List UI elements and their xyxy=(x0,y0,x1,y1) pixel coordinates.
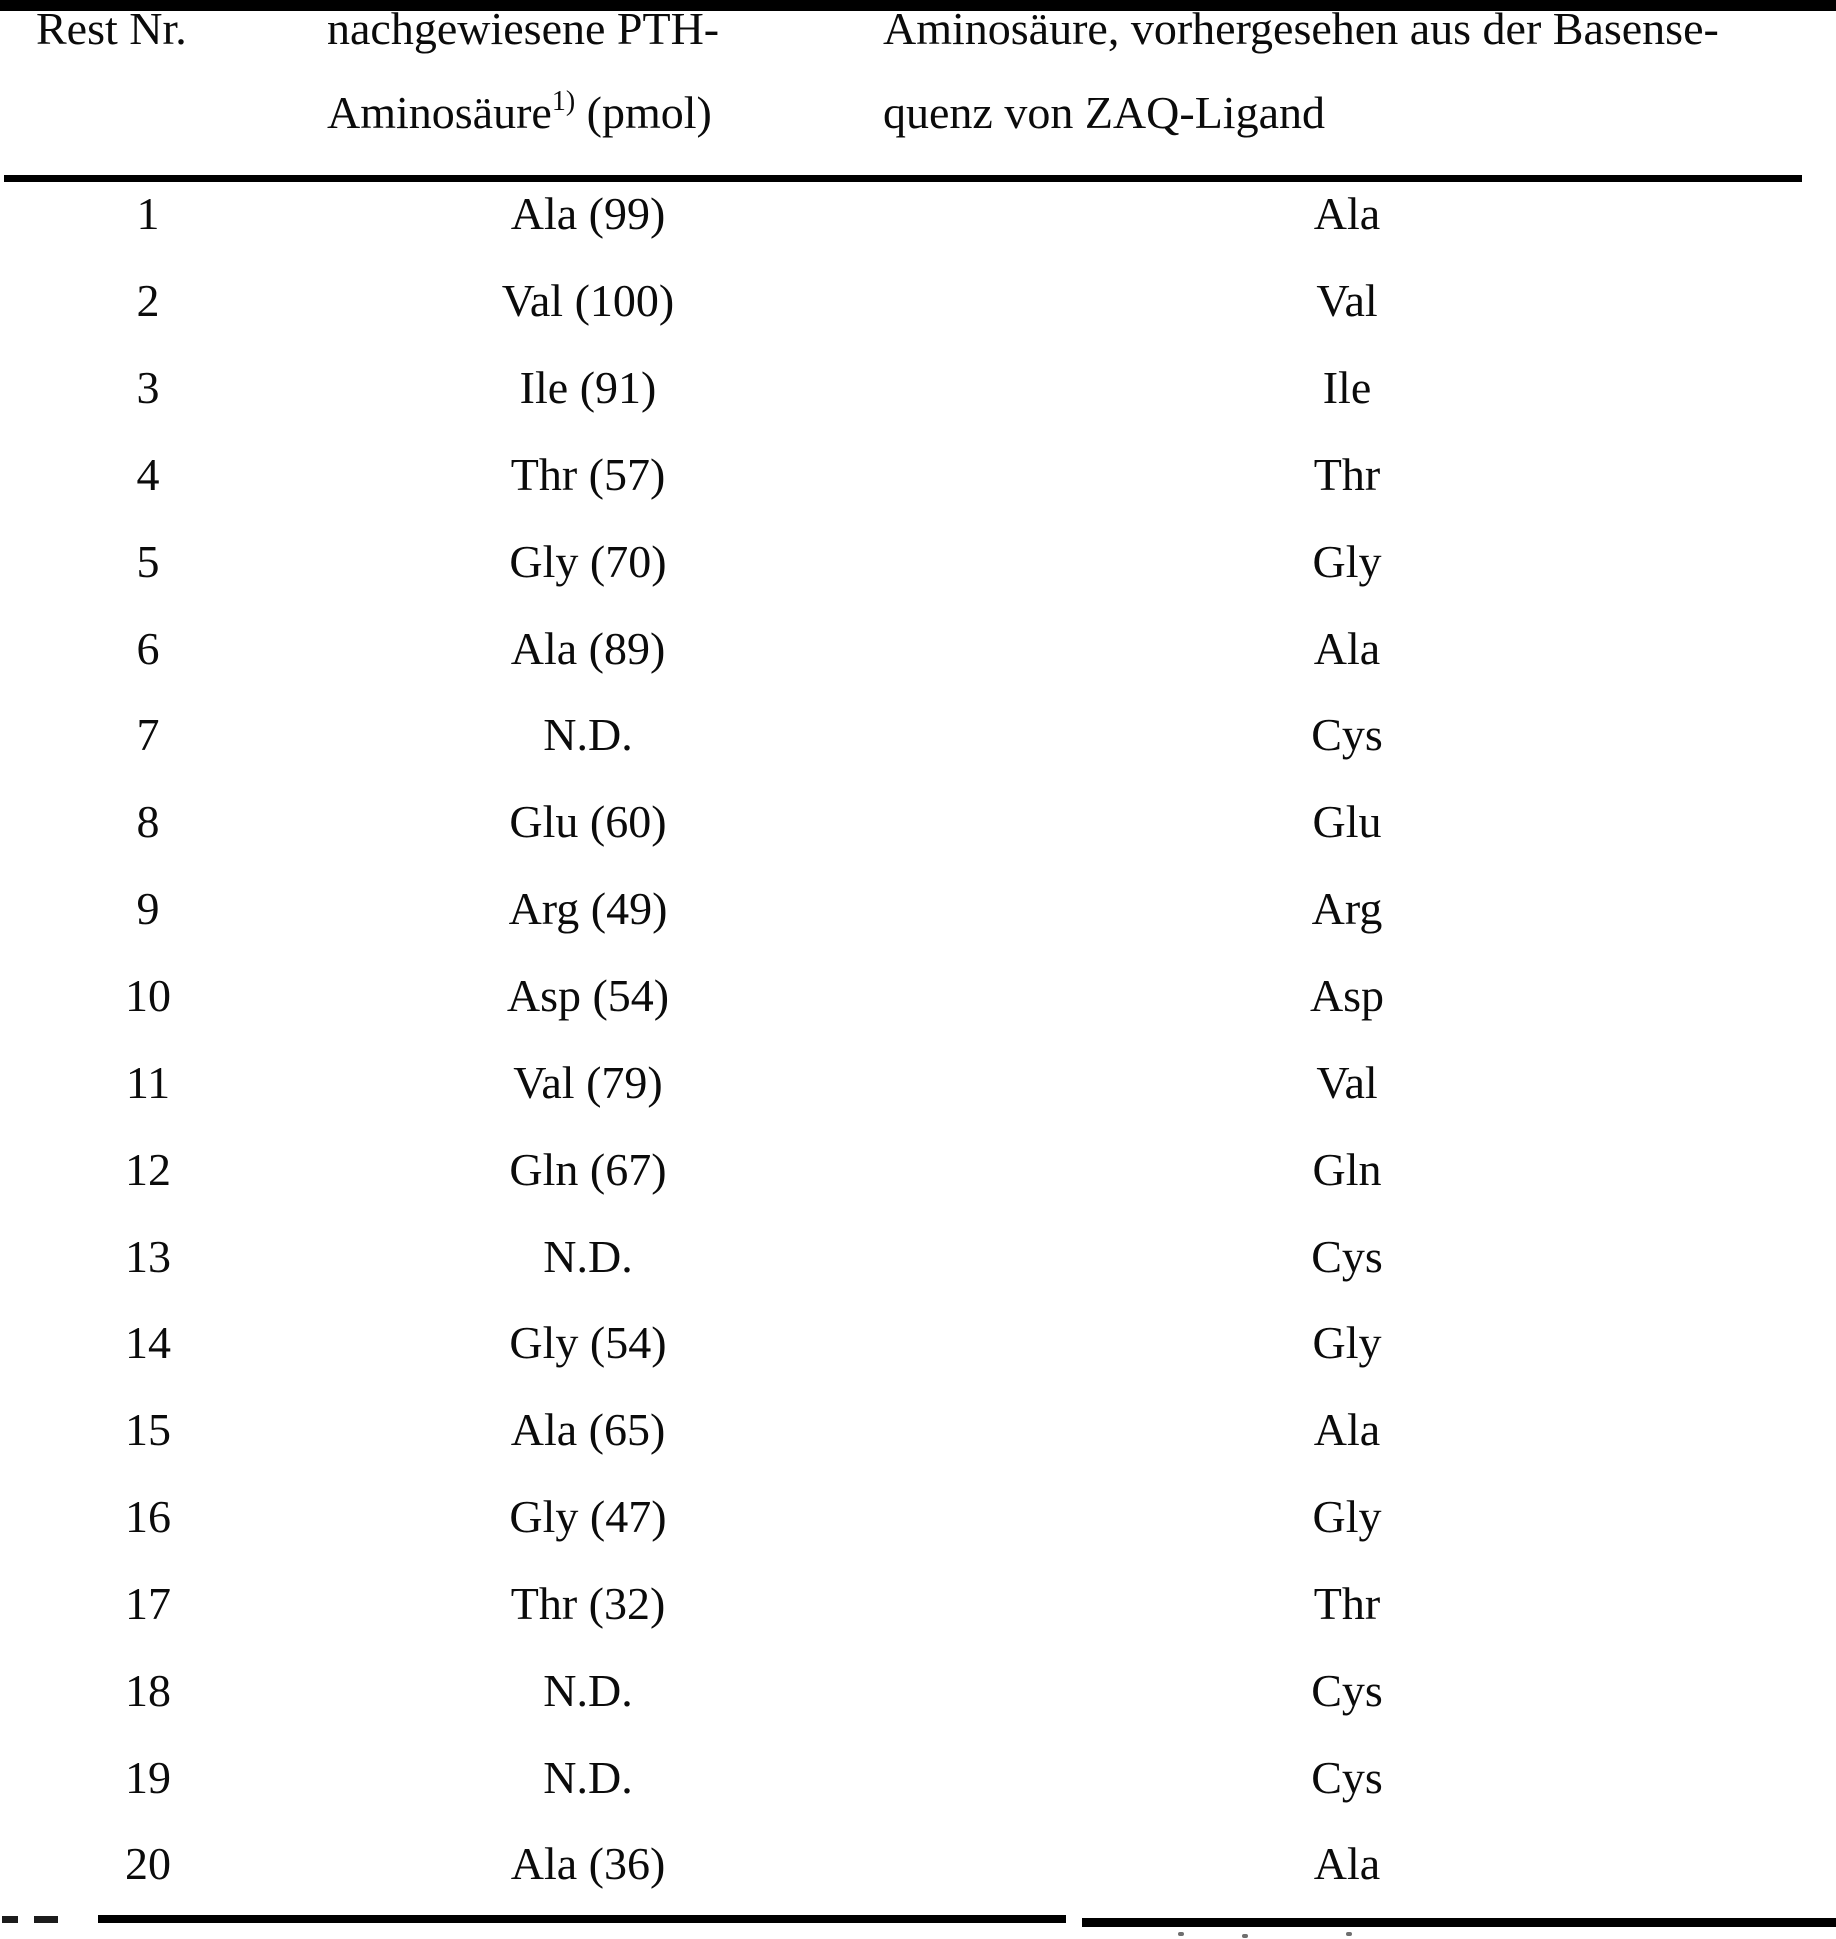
cell-residue-number: 6 xyxy=(136,622,160,674)
cell-residue-number: 10 xyxy=(125,970,171,1022)
cell-predicted-aminoacid: Gly xyxy=(1312,535,1382,587)
header-predicted-line1: Aminosäure, vorhergesehen aus der Basense- xyxy=(883,3,1719,54)
table-row xyxy=(0,345,1836,432)
table-body xyxy=(0,171,1836,1908)
scan-artifact-speck xyxy=(1242,1934,1248,1938)
cell-residue-number: 8 xyxy=(136,796,160,848)
cell-detected-pth-aminoacid: Asp (54) xyxy=(506,970,670,1022)
cell-residue-number: 4 xyxy=(136,448,160,500)
cell-detected-pth-aminoacid: Gln (67) xyxy=(509,1143,667,1195)
cell-detected-pth-aminoacid: Glu (60) xyxy=(509,796,667,848)
table-row xyxy=(0,953,1836,1040)
cell-predicted-aminoacid: Thr xyxy=(1313,1577,1381,1629)
cell-residue-number: 14 xyxy=(125,1317,171,1369)
table-row xyxy=(0,171,1836,258)
cell-residue-number: 11 xyxy=(125,1056,171,1108)
cell-detected-pth-aminoacid: Thr (57) xyxy=(510,448,666,500)
cell-predicted-aminoacid: Ala xyxy=(1313,1404,1381,1456)
table-row xyxy=(0,605,1836,692)
cell-detected-pth-aminoacid: Thr (32) xyxy=(510,1577,666,1629)
table-row xyxy=(0,1474,1836,1561)
table-row xyxy=(0,432,1836,519)
cell-predicted-aminoacid: Gly xyxy=(1312,1317,1382,1369)
table-row xyxy=(0,1387,1836,1474)
table-row xyxy=(0,1647,1836,1734)
scan-artifact-speck xyxy=(1178,1932,1184,1936)
cell-predicted-aminoacid: Gly xyxy=(1312,1491,1382,1543)
cell-residue-number: 19 xyxy=(125,1751,171,1803)
table-row xyxy=(0,258,1836,345)
cell-detected-pth-aminoacid: Val (100) xyxy=(501,275,675,327)
table-row xyxy=(0,1126,1836,1213)
cell-predicted-aminoacid: Val xyxy=(1316,275,1378,327)
table-row xyxy=(0,1213,1836,1300)
cell-predicted-aminoacid: Gln xyxy=(1312,1143,1382,1195)
header-detected-pth-line2 xyxy=(327,86,719,138)
cell-detected-pth-aminoacid: Ala (36) xyxy=(510,1838,666,1890)
cell-residue-number: 15 xyxy=(125,1404,171,1456)
cell-predicted-aminoacid: Arg xyxy=(1311,883,1383,935)
table-row xyxy=(0,518,1836,605)
header-detected-pth xyxy=(327,3,720,174)
header-predicted-line2: quenz von ZAQ-Ligand xyxy=(883,87,1325,138)
cell-residue-number: 1 xyxy=(136,188,160,240)
cell-predicted-aminoacid: Cys xyxy=(1311,1664,1383,1716)
cell-residue-number: 3 xyxy=(136,362,160,414)
cell-detected-pth-aminoacid: N.D. xyxy=(543,709,633,761)
scan-artifact-dash xyxy=(2,1916,18,1923)
cell-predicted-aminoacid: Thr xyxy=(1313,448,1381,500)
cell-residue-number: 18 xyxy=(125,1664,171,1716)
cell-predicted-aminoacid: Ala xyxy=(1313,622,1381,674)
header-detected-pth-line1: nachgewiesene PTH- xyxy=(327,3,720,54)
cell-residue-number: 16 xyxy=(125,1491,171,1543)
table-bottom-rule-right xyxy=(1082,1918,1836,1927)
scan-artifact-dash xyxy=(34,1916,58,1923)
cell-detected-pth-aminoacid: N.D. xyxy=(543,1664,633,1716)
table-bottom-rule-left xyxy=(98,1915,1066,1923)
cell-detected-pth-aminoacid: Gly (70) xyxy=(509,535,667,587)
cell-predicted-aminoacid: Ala xyxy=(1313,1838,1381,1890)
cell-detected-pth-aminoacid: Ile (91) xyxy=(519,362,657,414)
cell-predicted-aminoacid: Ile xyxy=(1322,362,1372,414)
cell-residue-number: 13 xyxy=(125,1230,171,1282)
table-row xyxy=(0,866,1836,953)
cell-predicted-aminoacid: Cys xyxy=(1311,709,1383,761)
table-row xyxy=(0,779,1836,866)
footnote-marker-superscript: 1) xyxy=(551,86,576,117)
cell-residue-number: 9 xyxy=(136,883,160,935)
cell-detected-pth-aminoacid: Val (79) xyxy=(513,1056,663,1108)
cell-residue-number: 12 xyxy=(125,1143,171,1195)
header-rest-nr-label: Rest Nr. xyxy=(36,3,187,54)
cell-residue-number: 2 xyxy=(136,275,160,327)
cell-predicted-aminoacid: Val xyxy=(1316,1056,1378,1108)
cell-residue-number: 7 xyxy=(136,709,160,761)
table-row xyxy=(0,1039,1836,1126)
cell-detected-pth-aminoacid: N.D. xyxy=(543,1751,633,1803)
cell-predicted-aminoacid: Ala xyxy=(1313,188,1381,240)
cell-predicted-aminoacid: Glu xyxy=(1312,796,1382,848)
scan-artifact-speck xyxy=(1346,1932,1352,1936)
table-row xyxy=(0,1821,1836,1908)
cell-detected-pth-aminoacid: Ala (89) xyxy=(510,622,666,674)
cell-predicted-aminoacid: Cys xyxy=(1311,1751,1383,1803)
table-row xyxy=(0,1734,1836,1821)
cell-residue-number: 5 xyxy=(136,535,160,587)
header-rest-nr xyxy=(36,3,187,90)
cell-detected-pth-aminoacid: Gly (54) xyxy=(509,1317,667,1369)
header-pmol-text: (pmol) xyxy=(575,87,712,138)
table-row xyxy=(0,1561,1836,1648)
table-row xyxy=(0,692,1836,779)
cell-detected-pth-aminoacid: Arg (49) xyxy=(508,883,668,935)
cell-residue-number: 17 xyxy=(125,1577,171,1629)
table-row xyxy=(0,1300,1836,1387)
cell-detected-pth-aminoacid: N.D. xyxy=(543,1230,633,1282)
cell-residue-number: 20 xyxy=(125,1838,171,1890)
cell-detected-pth-aminoacid: Ala (65) xyxy=(510,1404,666,1456)
header-predicted-sequence xyxy=(883,3,1719,174)
cell-detected-pth-aminoacid: Gly (47) xyxy=(509,1491,667,1543)
cell-predicted-aminoacid: Cys xyxy=(1311,1230,1383,1282)
cell-predicted-aminoacid: Asp xyxy=(1309,970,1385,1022)
header-aminosaeure-text: Aminosäure xyxy=(327,87,552,138)
cell-detected-pth-aminoacid: Ala (99) xyxy=(510,188,666,240)
